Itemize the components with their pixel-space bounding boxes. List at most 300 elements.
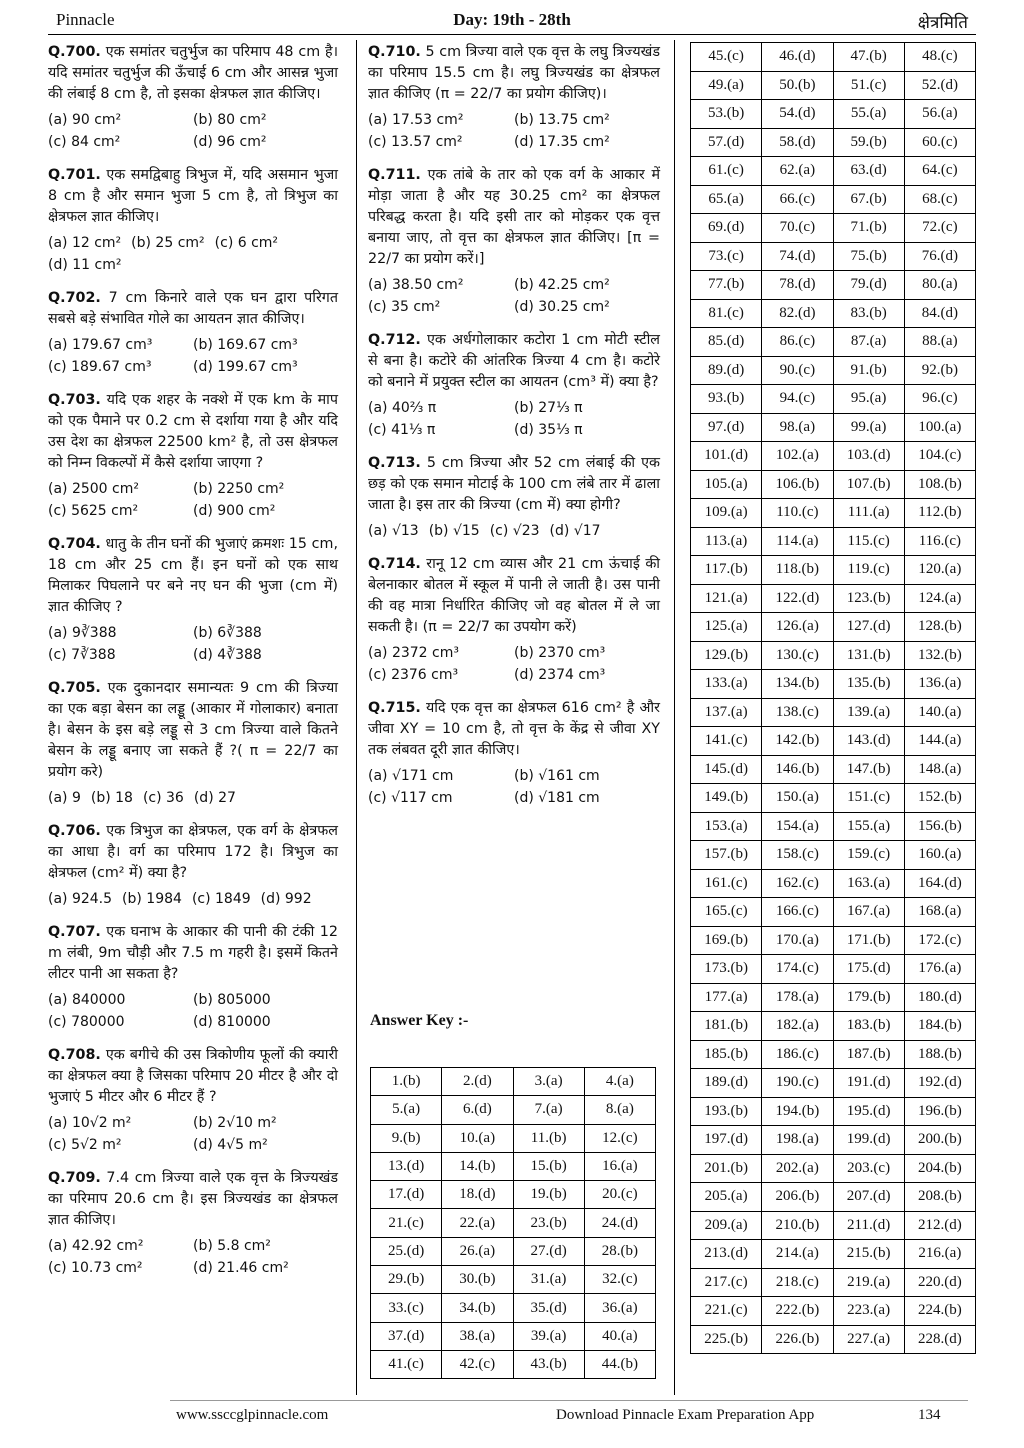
answer-cell: 172.(c) xyxy=(904,926,975,955)
option-item: (b) 6∛388 xyxy=(193,625,262,641)
answer-cell: 8.(a) xyxy=(584,1096,655,1124)
answer-cell: 55.(a) xyxy=(833,100,904,129)
question-body: एक त्रिभुज का क्षेत्रफल, एक वर्ग के क्षेत्रफल का आधा है। वर्ग का परिमाप 172 है। त्रिभुज का क्षेत्रफल (cm² में) क्या है? xyxy=(48,823,338,881)
answer-cell: 21.(c) xyxy=(371,1209,442,1237)
answer-row xyxy=(691,1268,976,1297)
answer-cell: 180.(d) xyxy=(904,983,975,1012)
answer-cell: 189.(d) xyxy=(691,1069,762,1098)
answer-cell: 126.(a) xyxy=(762,613,833,642)
answer-cell: 188.(b) xyxy=(904,1040,975,1069)
answer-cell: 14.(b) xyxy=(442,1152,513,1180)
answer-cell: 15.(b) xyxy=(513,1152,584,1180)
answer-cell: 192.(d) xyxy=(904,1069,975,1098)
answer-cell: 82.(d) xyxy=(762,299,833,328)
answer-row xyxy=(691,157,976,186)
answer-cell: 162.(c) xyxy=(762,869,833,898)
answer-cell: 166.(c) xyxy=(762,898,833,927)
answer-cell: 45.(c) xyxy=(691,43,762,72)
answer-cell: 156.(b) xyxy=(904,812,975,841)
option-item: (a) 9∛388 xyxy=(48,625,117,641)
answer-row xyxy=(691,1126,976,1155)
answer-cell: 182.(a) xyxy=(762,1012,833,1041)
answer-cell: 125.(a) xyxy=(691,613,762,642)
question-body: 5 cm त्रिज्या वाले एक वृत्त के लघु त्रिज्यखंड का परिमाप 15.5 cm है। लघु त्रिज्यखंड का क्षेत्रफल ज्ञात कीजिए (π = 22/7 का प्रयोग कीजिए)। xyxy=(368,44,660,102)
question-body: एक बगीचे की उस त्रिकोणीय फूलों की क्यारी का क्षेत्रफल क्या है जिसका परिमाप 20 मीटर है और दो भुजाएं 5 मीटर और 6 मीटर हैं ? xyxy=(48,1047,338,1105)
answer-cell: 101.(d) xyxy=(691,442,762,471)
answer-cell: 227.(a) xyxy=(833,1325,904,1354)
answer-cell: 160.(a) xyxy=(904,841,975,870)
answer-cell: 60.(c) xyxy=(904,128,975,157)
answer-cell: 142.(b) xyxy=(762,727,833,756)
answer-cell: 62.(a) xyxy=(762,157,833,186)
answer-cell: 211.(d) xyxy=(833,1211,904,1240)
answer-cell: 174.(c) xyxy=(762,955,833,984)
answer-cell: 122.(d) xyxy=(762,584,833,613)
question-body: रानू 12 cm व्यास और 21 cm ऊंचाई की बेलनाकार बोतल में स्कूल में पानी ले जाती है। उस पानी की वह मात्रा निर्धारित कीजिए जो वह बोतल में ले जा सकती है। (π = 22/7 का उपयोग करें) xyxy=(368,556,660,635)
answer-cell: 127.(d) xyxy=(833,613,904,642)
options-list xyxy=(368,109,660,153)
answer-cell: 88.(a) xyxy=(904,328,975,357)
answer-cell: 175.(d) xyxy=(833,955,904,984)
question-body: एक घनाभ के आकार की पानी की टंकी 12 m लंबी, 9m चौड़ी और 7.5 m गहरी है। इसमें कितने लीटर पानी आ सकता है? xyxy=(48,924,338,982)
answer-row xyxy=(691,1154,976,1183)
answer-row xyxy=(691,727,976,756)
question-number: Q.703. xyxy=(48,392,101,408)
options-list xyxy=(48,888,338,910)
answer-cell: 149.(b) xyxy=(691,784,762,813)
option-item: (b) 13.75 cm² xyxy=(514,112,610,128)
answer-cell: 195.(d) xyxy=(833,1097,904,1126)
option-item: (b) 18 xyxy=(90,790,133,806)
questions-column-2 xyxy=(368,42,660,821)
answer-cell: 107.(b) xyxy=(833,470,904,499)
option-item: (d) 21.46 cm² xyxy=(193,1260,289,1276)
answer-cell: 228.(d) xyxy=(904,1325,975,1354)
options-list xyxy=(48,109,338,153)
question-number: Q.709. xyxy=(48,1170,101,1186)
answer-cell: 47.(b) xyxy=(833,43,904,72)
answer-cell: 103.(d) xyxy=(833,442,904,471)
answer-cell: 41.(c) xyxy=(371,1350,442,1378)
option-item: (b) √161 cm xyxy=(514,768,600,784)
question-block xyxy=(368,554,660,686)
question-block xyxy=(48,821,338,910)
answer-cell: 213.(d) xyxy=(691,1240,762,1269)
answer-cell: 92.(b) xyxy=(904,356,975,385)
answer-cell: 53.(b) xyxy=(691,100,762,129)
answer-cell: 102.(a) xyxy=(762,442,833,471)
answer-cell: 153.(a) xyxy=(691,812,762,841)
answer-cell: 190.(c) xyxy=(762,1069,833,1098)
footer-website[interactable]: www.ssccglpinnacle.com xyxy=(176,1407,329,1423)
answer-cell: 204.(b) xyxy=(904,1154,975,1183)
options-list xyxy=(48,334,338,378)
answer-cell: 151.(c) xyxy=(833,784,904,813)
answer-row xyxy=(691,698,976,727)
answer-cell: 144.(a) xyxy=(904,727,975,756)
question-text xyxy=(48,678,338,783)
option-item: (b) 42.25 cm² xyxy=(514,277,610,293)
option-item: (b) 169.67 cm³ xyxy=(193,337,298,353)
options-list xyxy=(368,520,660,542)
answer-cell: 167.(a) xyxy=(833,898,904,927)
answer-cell: 146.(b) xyxy=(762,755,833,784)
options-list xyxy=(48,1235,338,1279)
option-item: (d) 35⅓ π xyxy=(514,422,583,438)
answer-row xyxy=(691,670,976,699)
option-item: (d) 27 xyxy=(193,790,236,806)
answer-cell: 216.(a) xyxy=(904,1240,975,1269)
answer-cell: 35.(d) xyxy=(513,1294,584,1322)
answer-cell: 200.(b) xyxy=(904,1126,975,1155)
question-text xyxy=(368,554,660,638)
question-body: 5 cm त्रिज्या और 52 cm लंबाई की एक छड़ को एक समान मोटाई के 100 cm लंबे तार में ढाला जाता है। इस तार की त्रिज्या (cm में) क्या होगी? xyxy=(368,455,660,513)
answer-cell: 11.(b) xyxy=(513,1124,584,1152)
answer-cell: 201.(b) xyxy=(691,1154,762,1183)
answer-cell: 44.(b) xyxy=(584,1350,655,1378)
answer-cell: 57.(d) xyxy=(691,128,762,157)
answer-cell: 27.(d) xyxy=(513,1237,584,1265)
answer-cell: 77.(b) xyxy=(691,271,762,300)
answer-cell: 198.(a) xyxy=(762,1126,833,1155)
answer-cell: 12.(c) xyxy=(584,1124,655,1152)
answer-cell: 80.(a) xyxy=(904,271,975,300)
answer-cell: 34.(b) xyxy=(442,1294,513,1322)
answer-cell: 115.(c) xyxy=(833,527,904,556)
options-list xyxy=(48,478,338,522)
option-item: (a) 840000 xyxy=(48,992,126,1008)
answer-cell: 205.(a) xyxy=(691,1183,762,1212)
option-item: (c) 13.57 cm² xyxy=(368,134,463,150)
answer-row xyxy=(371,1350,656,1378)
answer-cell: 221.(c) xyxy=(691,1297,762,1326)
answer-cell: 150.(a) xyxy=(762,784,833,813)
answer-cell: 196.(b) xyxy=(904,1097,975,1126)
question-block xyxy=(368,698,660,809)
header-day-range: Day: 19th - 28th xyxy=(453,10,571,29)
question-number: Q.701. xyxy=(48,167,101,183)
answer-row xyxy=(371,1237,656,1265)
option-item: (b) 5.8 cm² xyxy=(193,1238,271,1254)
answer-row xyxy=(691,613,976,642)
answer-cell: 137.(a) xyxy=(691,698,762,727)
answer-row xyxy=(691,1012,976,1041)
answer-cell: 23.(b) xyxy=(513,1209,584,1237)
question-body: धातु के तीन घनों की भुजाएं क्रमशः 15 cm, 18 cm और 25 cm हैं। इन घनों को एक साथ मिलाकर पिघलाने पर बने नए घन की भुजा (cm में) ज्ञात कीजिए ? xyxy=(48,536,338,615)
option-item: (a) 90 cm² xyxy=(48,112,122,128)
answer-cell: 176.(a) xyxy=(904,955,975,984)
answer-row xyxy=(691,1240,976,1269)
answer-cell: 75.(b) xyxy=(833,242,904,271)
answer-row xyxy=(691,470,976,499)
answer-cell: 38.(a) xyxy=(442,1322,513,1350)
answer-cell: 76.(d) xyxy=(904,242,975,271)
option-item: (c) 1849 xyxy=(191,891,251,907)
option-item: (a) 38.50 cm² xyxy=(368,277,464,293)
answer-cell: 161.(c) xyxy=(691,869,762,898)
option-item: (d) 992 xyxy=(260,891,312,907)
answer-cell: 226.(b) xyxy=(762,1325,833,1354)
option-item: (b) 27⅓ π xyxy=(514,400,583,416)
answer-row xyxy=(691,1211,976,1240)
answer-cell: 179.(b) xyxy=(833,983,904,1012)
answer-row xyxy=(371,1322,656,1350)
answer-cell: 74.(d) xyxy=(762,242,833,271)
answer-row xyxy=(691,356,976,385)
answer-cell: 13.(d) xyxy=(371,1152,442,1180)
answer-cell: 25.(d) xyxy=(371,1237,442,1265)
answer-row xyxy=(691,812,976,841)
question-body: एक अर्धगोलाकार कटोरा 1 cm मोटी स्टील से बना है। कटोरे की आंतरिक त्रिज्या 4 cm है। कटोरे को बनाने में प्रयुक्त स्टील का आयतन (cm³ में) क्या है? xyxy=(368,332,660,390)
questions-column-1 xyxy=(48,42,338,1291)
question-text xyxy=(48,922,338,985)
question-block xyxy=(368,453,660,542)
answer-cell: 84.(d) xyxy=(904,299,975,328)
option-item: (b) √15 xyxy=(428,523,480,539)
answer-cell: 155.(a) xyxy=(833,812,904,841)
answer-cell: 81.(c) xyxy=(691,299,762,328)
option-item: (c) 10.73 cm² xyxy=(48,1260,143,1276)
question-block xyxy=(48,288,338,378)
answer-row xyxy=(371,1124,656,1152)
answer-cell: 95.(a) xyxy=(833,385,904,414)
answer-cell: 197.(d) xyxy=(691,1126,762,1155)
answer-cell: 86.(c) xyxy=(762,328,833,357)
answer-cell: 16.(a) xyxy=(584,1152,655,1180)
answer-cell: 223.(a) xyxy=(833,1297,904,1326)
answer-cell: 22.(a) xyxy=(442,1209,513,1237)
answer-cell: 220.(d) xyxy=(904,1268,975,1297)
question-number: Q.713. xyxy=(368,455,421,471)
options-list xyxy=(48,232,338,276)
answer-cell: 51.(c) xyxy=(833,71,904,100)
answer-cell: 30.(b) xyxy=(442,1266,513,1294)
column-divider-1 xyxy=(356,40,357,1395)
option-item: (a) 2372 cm³ xyxy=(368,645,459,661)
answer-cell: 54.(d) xyxy=(762,100,833,129)
answer-cell: 170.(a) xyxy=(762,926,833,955)
option-item: (a) 924.5 xyxy=(48,891,113,907)
answer-cell: 52.(d) xyxy=(904,71,975,100)
question-body: एक तांबे के तार को एक वर्ग के आकार में मोड़ा जाता है और यह 30.25 cm² का क्षेत्रफल परिबद्ध करता है। यदि इसी तार को मोड़कर एक वृत्त बनाया जाए, तो वृत्त का क्षेत्रफल ज्ञात कीजिए। [π = 22/7 का प्रयोग करें।] xyxy=(368,167,660,267)
question-number: Q.712. xyxy=(368,332,421,348)
option-item: (c) 780000 xyxy=(48,1014,125,1030)
answer-cell: 131.(b) xyxy=(833,641,904,670)
option-item: (c) 36 xyxy=(142,790,184,806)
answer-cell: 10.(a) xyxy=(442,1124,513,1152)
answer-cell: 3.(a) xyxy=(513,1068,584,1096)
answer-cell: 59.(b) xyxy=(833,128,904,157)
question-number: Q.705. xyxy=(48,680,101,696)
question-block xyxy=(48,42,338,153)
question-body: 7.4 cm त्रिज्या वाले एक वृत्त के त्रिज्यखंड का परिमाप 20.6 cm है। इस त्रिज्यखंड का क्षेत्रफल ज्ञात कीजिए। xyxy=(48,1170,338,1228)
answer-cell: 178.(a) xyxy=(762,983,833,1012)
answer-row xyxy=(691,983,976,1012)
option-item: (a) 9 xyxy=(48,790,81,806)
answer-cell: 31.(a) xyxy=(513,1266,584,1294)
answer-row xyxy=(691,1069,976,1098)
answer-cell: 111.(a) xyxy=(833,499,904,528)
answer-row xyxy=(371,1068,656,1096)
answer-cell: 208.(b) xyxy=(904,1183,975,1212)
answer-cell: 100.(a) xyxy=(904,413,975,442)
option-item: (b) 805000 xyxy=(193,992,271,1008)
answer-cell: 159.(c) xyxy=(833,841,904,870)
answer-row xyxy=(691,556,976,585)
answer-cell: 147.(b) xyxy=(833,755,904,784)
answer-row xyxy=(691,442,976,471)
option-item: (b) 1984 xyxy=(122,891,182,907)
answer-cell: 214.(a) xyxy=(762,1240,833,1269)
option-item: (c) 2376 cm³ xyxy=(368,667,459,683)
question-block xyxy=(368,165,660,318)
answer-cell: 89.(d) xyxy=(691,356,762,385)
answer-row xyxy=(691,299,976,328)
option-item: (d) 11 cm² xyxy=(48,257,122,273)
answer-cell: 206.(b) xyxy=(762,1183,833,1212)
answer-cell: 143.(d) xyxy=(833,727,904,756)
answer-cell: 217.(c) xyxy=(691,1268,762,1297)
option-item: (d) 900 cm² xyxy=(193,503,276,519)
answer-cell: 132.(b) xyxy=(904,641,975,670)
answer-cell: 186.(c) xyxy=(762,1040,833,1069)
answer-cell: 148.(a) xyxy=(904,755,975,784)
answer-cell: 85.(d) xyxy=(691,328,762,357)
options-list xyxy=(48,989,338,1033)
answer-cell: 218.(c) xyxy=(762,1268,833,1297)
answer-cell: 139.(a) xyxy=(833,698,904,727)
answer-row xyxy=(371,1266,656,1294)
answer-key-table-1 xyxy=(370,1067,656,1379)
answer-cell: 135.(b) xyxy=(833,670,904,699)
answer-cell: 110.(c) xyxy=(762,499,833,528)
answer-cell: 58.(d) xyxy=(762,128,833,157)
option-item: (b) 2250 cm² xyxy=(193,481,285,497)
answer-cell: 120.(a) xyxy=(904,556,975,585)
answer-cell: 20.(c) xyxy=(584,1181,655,1209)
question-block xyxy=(48,390,338,522)
answer-cell: 50.(b) xyxy=(762,71,833,100)
question-number: Q.704. xyxy=(48,536,101,552)
question-text xyxy=(48,42,338,105)
question-number: Q.700. xyxy=(48,44,101,60)
answer-cell: 2.(d) xyxy=(442,1068,513,1096)
answer-cell: 210.(b) xyxy=(762,1211,833,1240)
answer-cell: 99.(a) xyxy=(833,413,904,442)
answer-row xyxy=(691,100,976,129)
answer-cell: 130.(c) xyxy=(762,641,833,670)
answer-row xyxy=(371,1181,656,1209)
answer-cell: 56.(a) xyxy=(904,100,975,129)
question-block xyxy=(48,1045,338,1156)
answer-cell: 168.(a) xyxy=(904,898,975,927)
answer-cell: 112.(b) xyxy=(904,499,975,528)
answer-cell: 185.(b) xyxy=(691,1040,762,1069)
answer-cell: 119.(c) xyxy=(833,556,904,585)
answer-cell: 104.(c) xyxy=(904,442,975,471)
answer-cell: 194.(b) xyxy=(762,1097,833,1126)
question-number: Q.710. xyxy=(368,44,421,60)
answer-row xyxy=(691,43,976,72)
option-item: (a) 17.53 cm² xyxy=(368,112,464,128)
answer-row xyxy=(691,641,976,670)
answer-cell: 93.(b) xyxy=(691,385,762,414)
question-body: 7 cm किनारे वाले एक घन द्वारा परिगत सबसे बड़े संभावित गोले का आयतन ज्ञात कीजिए। xyxy=(48,290,338,327)
answer-row xyxy=(691,385,976,414)
options-list xyxy=(48,787,338,809)
answer-cell: 138.(c) xyxy=(762,698,833,727)
option-item: (d) 96 cm² xyxy=(193,134,267,150)
question-body: एक दुकानदार समान्यतः 9 cm की त्रिज्या का एक बड़ा बेसन का लड्डू (आकार में गोलाकार) बनाता है। बेसन के इस बड़े लड्डू से 3 cm त्रिज्या वाले कितने बेसन के लड्डू बनाए जा सकते हैं ?( π = 22/7 का प्रयोग करे) xyxy=(48,680,338,780)
answer-row xyxy=(691,1297,976,1326)
question-text xyxy=(48,390,338,474)
answer-cell: 9.(b) xyxy=(371,1124,442,1152)
answer-cell: 42.(c) xyxy=(442,1350,513,1378)
answer-cell: 64.(c) xyxy=(904,157,975,186)
option-item: (c) 5625 cm² xyxy=(48,503,139,519)
question-text xyxy=(48,1045,338,1108)
answer-cell: 187.(b) xyxy=(833,1040,904,1069)
answer-cell: 17.(d) xyxy=(371,1181,442,1209)
question-block xyxy=(48,1168,338,1279)
answer-row xyxy=(691,755,976,784)
question-text xyxy=(368,42,660,105)
answer-cell: 69.(d) xyxy=(691,214,762,243)
answer-cell: 96.(c) xyxy=(904,385,975,414)
answer-cell: 212.(d) xyxy=(904,1211,975,1240)
option-item: (c) 35 cm² xyxy=(368,299,441,315)
options-list xyxy=(368,397,660,441)
answer-row xyxy=(691,128,976,157)
answer-row xyxy=(691,1183,976,1212)
answer-cell: 181.(b) xyxy=(691,1012,762,1041)
question-block xyxy=(48,165,338,276)
option-item: (a) 179.67 cm³ xyxy=(48,337,153,353)
answer-cell: 121.(a) xyxy=(691,584,762,613)
answer-cell: 215.(b) xyxy=(833,1240,904,1269)
question-number: Q.715. xyxy=(368,700,421,716)
answer-row xyxy=(691,413,976,442)
option-item: (d) 2374 cm³ xyxy=(514,667,606,683)
answer-cell: 154.(a) xyxy=(762,812,833,841)
answer-row xyxy=(691,214,976,243)
option-item: (c) 41⅓ π xyxy=(368,422,436,438)
answer-row xyxy=(691,271,976,300)
answer-cell: 222.(b) xyxy=(762,1297,833,1326)
answer-cell: 117.(b) xyxy=(691,556,762,585)
question-text xyxy=(368,698,660,761)
answer-cell: 63.(d) xyxy=(833,157,904,186)
question-text xyxy=(48,165,338,228)
answer-cell: 73.(c) xyxy=(691,242,762,271)
answer-row xyxy=(691,584,976,613)
answer-cell: 24.(d) xyxy=(584,1209,655,1237)
question-number: Q.707. xyxy=(48,924,101,940)
answer-cell: 157.(b) xyxy=(691,841,762,870)
answer-cell: 108.(b) xyxy=(904,470,975,499)
answer-row xyxy=(691,869,976,898)
answer-cell: 123.(b) xyxy=(833,584,904,613)
answer-cell: 83.(b) xyxy=(833,299,904,328)
answer-cell: 124.(a) xyxy=(904,584,975,613)
question-body: यदि एक शहर के नक्शे में एक km के माप को एक पैमाने पर 0.2 cm से दर्शाया गया है और यदि उस देश का क्षेत्रफल 22500 km² है, तो उस क्षेत्रफल को निम्न विकल्पों में कैसे दर्शाया जाएगा ? xyxy=(48,392,338,471)
answer-cell: 219.(a) xyxy=(833,1268,904,1297)
question-text xyxy=(368,330,660,393)
option-item: (c) 84 cm² xyxy=(48,134,121,150)
answer-cell: 48.(c) xyxy=(904,43,975,72)
answer-cell: 193.(b) xyxy=(691,1097,762,1126)
column-divider-2 xyxy=(674,40,675,1395)
